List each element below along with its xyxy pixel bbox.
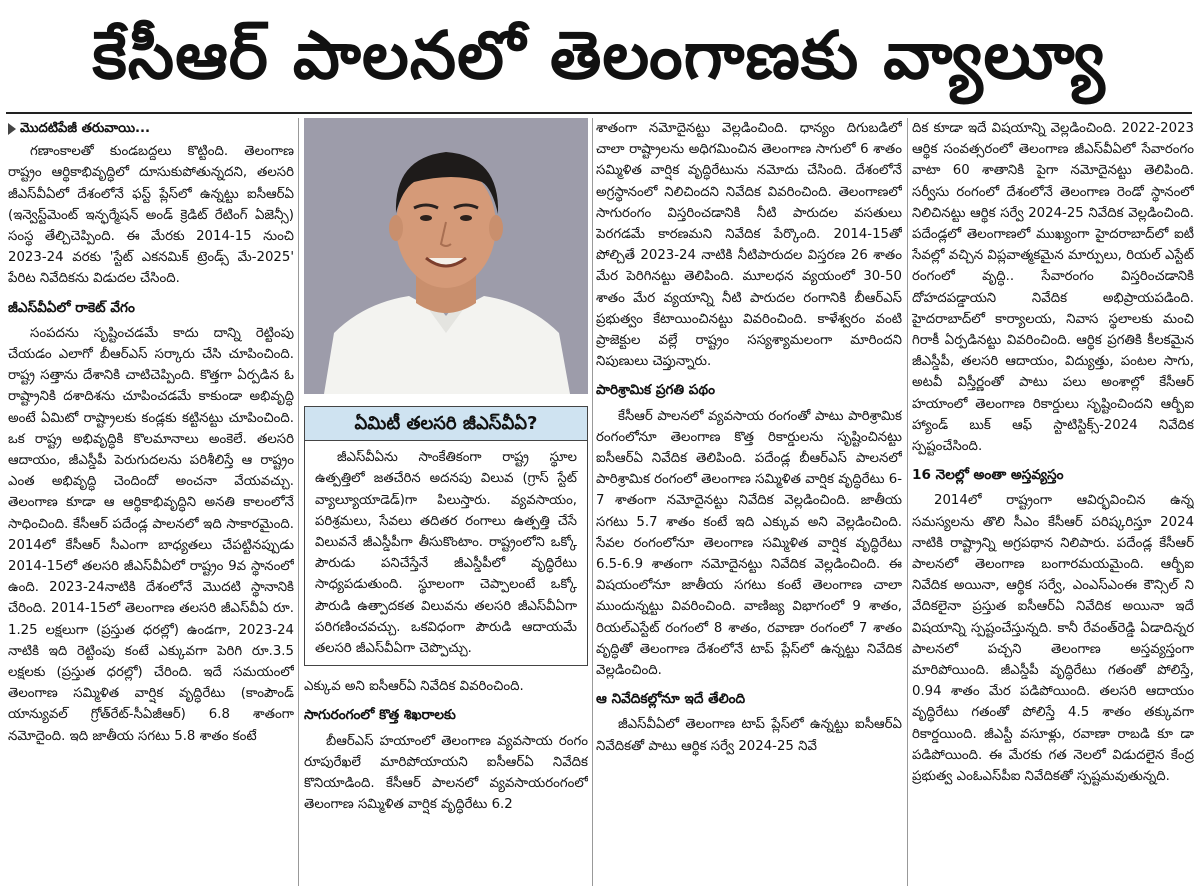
paragraph: కేసీఆర్ పాలనలో వ్యవసాయ రంగంతో పాటు పారిశ్రామిక రంగంలోనూ తెలంగాణ కొత్త రికార్డులను సృష్టించినట్టు ఐసీఆర్ఏ నివేదిక తెలిపింది. పదేండ్ల బీఆర్‌ఎస్ పాలనలో పారిశ్రామిక రంగంలో తెలంగాణ సమ్మిళిత వార్షిక వృద్ధిరేటు 6-7 శాతంగా నమోదైనట్టు నివేదిక వెల్లడించింది. జాతీయ సగటు 5.7 శాతం కంటే ఇది ఎక్కువ అని వెల్లడించింది. సేవల రంగంలోనూ తెలంగాణ సమ్మిళిత వార్షిక వృద్ధిరేటు 6.5-6.9 శాతంగా నమోదైనట్టు నివేదిక వెల్లడించింది. ఈ విషయంలోనూ జాతీయ సగటు కంటే తెలంగాణ చాలా ముందున్నట్టు వివరించింది. వాణిజ్య విభాగంలో 9 శాతం, రియల్‌ఎస్టేట్ రంగంలో 8 శాతం, రవాణా రంగంలో 7 శాతం వృద్ధితో తెలంగాణ దేశంలోనే టాప్ ప్లేస్‌లో ఉన్నట్టు నివేదిక వెల్లడించింది.	[596, 408, 902, 679]
headline-rule	[6, 112, 1192, 114]
continued-label	[8, 118, 294, 139]
subheading: ఆ నివేదికల్లోనూ ఇదే తేలింది	[596, 691, 746, 708]
paragraph: జీఎస్‌వీఏను సాంకేతికంగా రాష్ట్ర స్థూల ఉత్పత్తిలో జతచేరిన అదనపు విలువ (గ్రాస్ స్టేట్ వ్యాల్యూయాడెడ్)గా పిలుస్తారు. వ్యవసాయం, పరిశ్రమలు, సేవలు తదితర రంగాలు ఉత్పత్తి చేసే విలువనే జీఎస్డీపీగా తీసుకొంటాం. రాష్ట్రంలోని ఒక్కో పౌరుడు పనిచేస్తేనే జీఎస్డీపీలో వృద్ధిరేటు సాధ్యపడుతుంది. స్థూలంగా చెప్పాలంటే ఒక్కో పౌరుడి ఉత్పాదకత విలువను తలసరి జీఎస్‌వీఏగా పరిగణించవచ్చు. ఒకవిధంగా పౌరుడి ఆదాయమే తలసరి జీఎస్‌వీఏగా చెప్పొచ్చు.	[315, 450, 577, 657]
paragraph: సంపదను సృష్టించడమే కాదు దాన్ని రెట్టింపు చేయడం ఎలాగో బీఆర్‌ఎస్ సర్కారు చేసి చూపించింది. రాష్ట్ర సత్తాను దేశానికి చాటిచెప్పింది. కొత్తగా ఏర్పడిన ఓ రాష్ట్రానికి దశాదిశను చూపించడమే కాకుండా అభివృద్ధి అంటే ఏమిటో రాష్ట్రాలకు కండ్లకు కట్టినట్టు చూపించింది. ఒక రాష్ట్ర అభివృద్ధికి కొలమానాలు అంకెలే. తలసరి ఆదాయం, జీఎస్డీపీ పెరుగుదలను పరిశీలిస్తే ఆ రాష్ట్రం ఎంత అభివృద్ధి చెందిందో అంచనా వేయవచ్చు. తెలంగాణ కూడా ఆ ఆర్థికాభివృద్ధిని అనతి కాలంలోనే సాధించింది. కేసీఆర్ పదేండ్ల పాలనలో ఇది సాకారమైంది. 2014లో కేసీఆర్ సీఎంగా బాధ్యతలు చేపట్టినప్పుడు 2014-15లో తలసరి జీఎస్‌వీఏలో రాష్ట్రం 9వ స్థానంలో ఉంది. 2023-24నాటికి దేశంలోనే మొదటి స్థానానికి చేరింది. 2014-15లో తెలంగాణ తలసరి జీఎస్‌వీఏ రూ. 1.25 లక్షలుగా (ప్రస్తుత ధరల్లో) ఉండగా, 2023-24 నాటికి ఇది రెట్టింపు కంటే ఎక్కువగా పెరిగి రూ.3.5 లక్షలకు (ప్రస్తుత ధరల్లో) చేరింది. ఇదే సమయంలో తెలంగాణ సమ్మిళిత వార్షిక వృద్ధిరేటు (కాంపౌండ్ యాన్యువల్ గ్రోత్‌రేట్-సీఏజీఆర్) 6.8 శాతంగా నమోదైంది. ఇది జాతీయ సగటు 5.8 శాతం కంటే	[8, 325, 294, 744]
info-box-title: ఏమిటీ తలసరి జీఎస్‌వీఏ?	[305, 407, 587, 441]
column-2	[304, 118, 588, 886]
column-3	[596, 118, 902, 886]
paragraph: జీఎస్‌వీఏలో తెలంగాణ టాప్ ప్లేస్‌లో ఉన్నట్టు ఐసీఆర్ఏ నివేదికతో పాటు ఆర్థిక సర్వే 2024-25 నివే	[596, 717, 902, 754]
portrait-photo	[304, 118, 588, 394]
info-box-body	[305, 441, 587, 665]
column-4	[912, 118, 1194, 886]
headline: కేసీఆర్ పాలనలో తెలంగాణకు వ్యాల్యూ	[92, 17, 1106, 94]
paragraph: గణాంకాలతో కుండబద్దలు కొట్టింది. తెలంగాణ రాష్ట్రం ఆర్థికాభివృద్ధిలో దూసుకుపోతున్నదని, తలసరి జీఎస్‌వీఏలో దేశంలోనే ఫస్ట్ ప్లేస్‌లో ఉన్నట్టు ఐసీఆర్ఏ (ఇన్వెస్ట్‌మెంట్ ఇన్ఫర్మేషన్ అండ్ క్రెడిట్ రేటింగ్ ఏజెన్సీ) సంస్థ తేల్చిచెప్పింది. ఈ మేరకు 2014-15 నుంచి 2023-24 వరకు 'స్టేట్ ఎకనమిక్ ట్రెండ్స్ మే-2025' పేరిట నివేదికను విడుదల చేసింది.	[8, 144, 294, 287]
paragraph: 2014లో రాష్ట్రంగా ఆవిర్భవించిన ఉన్న సమస్యలను తొలి సీఎం కేసీఆర్ పరిష్కరిస్తూ 2024 నాటికి రాష్ట్రాన్ని అగ్రపథాన నిలిపారు. పదేండ్ల కేసీఆర్ పాలనలో తెలంగాణ బంగారమయమైంది. ఆర్బీఐ నివేదిక అయినా, ఆర్థిక సర్వే, ఎంఎస్‌ఎంఈ కౌన్సిల్ ని వేదికలైనా ప్రస్తుత ఐసీఆర్ఏ నివేదిక అయినా ఇదే విషయాన్ని స్పష్టంచేస్తున్నది. కానీ రేవంత్‌రెడ్డి ఏడాదిన్నర పాలనలో పచ్చని తెలంగాణ అస్తవ్యస్తంగా మారిపోయింది. జీఎస్డీపీ వృద్ధిరేటు గతంతో పోలిస్తే, 0.94 శాతం మేర పడిపోయింది. తలసరి ఆదాయం వృద్ధిరేటు గతంతో పోలిస్తే 4.5 శాతం తక్కువగా రికార్డయింది. జీఎస్టీ వసూళ్లు, రవాణా రాబడి కూ డా పడిపోయింది. ఈ మేరకు గత నెలలో విడుదలైన కేంద్ర ప్రభుత్వ ఎంఓఎస్‌పీఐ నివేదికతో స్పష్టమవుతున్నది.	[912, 493, 1194, 785]
column-divider	[298, 118, 299, 886]
subheading: సాగురంగంలో కొత్త శిఖరాలకు	[304, 707, 456, 724]
arrow-right-icon	[8, 123, 16, 135]
subheading: జీఎస్‌వీఏలో రాకెట్ వేగం	[8, 299, 135, 316]
subheading: పారిశ్రామిక ప్రగతి పథం	[596, 382, 715, 399]
column-divider	[592, 118, 593, 886]
paragraph: దిక కూడా ఇదే విషయాన్ని వెల్లడించింది. 2022-2023 ఆర్థిక సంవత్సరంలో తెలంగాణ జీఎస్‌వీఏలో సేవారంగం వాటా 60 శాతానికి పైగా నమోదైనట్టు తెలిపింది. సర్వీసు రంగంలో దేశంలోనే తెలంగాణ రెండో స్థానంలో నిలిచినట్టు ఆర్థిక సర్వే 2024-25 నివేదిక వెల్లడించింది. పదేండ్లలో తెలంగాణలో ముఖ్యంగా హైదరాబాద్‌లో ఐటీ సేవల్లో వచ్చిన విప్లవాత్మకమైన మార్పులు, రియల్ ఎస్టేట్ రంగంలో వృద్ధి.. సేవారంగం విస్తరించడానికి దోహదపడ్డాయని నివేదిక అభిప్రాయపడింది. హైదరాబాద్‌లో కార్యాలయ, నివాస స్థలాలకు మంచి గిరాకీ ఏర్పడినట్టు వివరించింది. ఆర్థిక ప్రగతికి కీలకమైన జీఎస్డీపీ, తలసరి ఆదాయం, విద్యుత్తు, పంటల సాగు, అటవీ విస్తీర్ణంతో పాటు పలు అంశాల్లో కేసీఆర్ హయాంలో తెలంగాణ రికార్డులు సృష్టించిందని ఆర్బీఐ హ్యాండ్ బుక్ ఆఫ్ స్టాటిస్టిక్స్-2024 నివేదిక స్పష్టంచేసింది.	[912, 121, 1194, 455]
subheading: 16 నెలల్లో అంతా అస్తవ్యస్తం	[912, 467, 1064, 484]
paragraph: బీఆర్‌ఎస్ హయాంలో తెలంగాణ వ్యవసాయ రంగం రూపురేఖలే మారిపోయాయని ఐసీఆర్ఏ నివేదిక కొనియాడింది. కేసీఆర్ పాలనలో వ్యవసాయరంగంలో తెలంగాణ సమ్మిళిత వార్షిక వృద్ధిరేటు 6.2	[304, 733, 588, 813]
column-divider	[907, 118, 908, 886]
continued-text: మొదటిపేజీ తరువాయి...	[20, 121, 151, 136]
paragraph: శాతంగా నమోదైనట్టు వెల్లడించింది. ధాన్యం దిగుబడిలో చాలా రాష్ట్రాలను అధిగమించిన తెలంగాణ సాగులో 6 శాతం సమ్మిళిత వార్షిక వృద్ధిరేటును నమోదు చేసింది. దేశంలోనే అగ్రస్థానంలో నిలిచిందని నివేదిక వివరించింది. తెలంగాణలో సాగురంగం విస్తరించడానికి నీటి పారుదల వసతులు పెరగడమే కారణమని నివేదిక పేర్కొంది. 2014-15తో పోల్చితే 2023-24 నాటికి నీటిపారుదల విస్తరణ 26 శాతం మేర పెరిగినట్టు తెలిపింది. మూలధన వ్యయంలో 30-50 శాతం మేర వ్యయాన్ని నీటి పారుదల రంగానికి బీఆర్‌ఎస్ ప్రభుత్వం కేటాయించినట్టు వివరించింది. కాళేశ్వరం వంటి ప్రాజెక్టుల వల్లే రాష్ట్రం సస్యశ్యామలంగా మారిందని నిపుణులు చెప్తున్నారు.	[596, 121, 902, 370]
column-1	[8, 118, 294, 886]
paragraph: ఎక్కువ అని ఐసీఆర్ఏ నివేదిక వివరించింది.	[304, 679, 524, 695]
portrait-photo-icon	[304, 118, 588, 394]
info-box	[304, 406, 588, 666]
